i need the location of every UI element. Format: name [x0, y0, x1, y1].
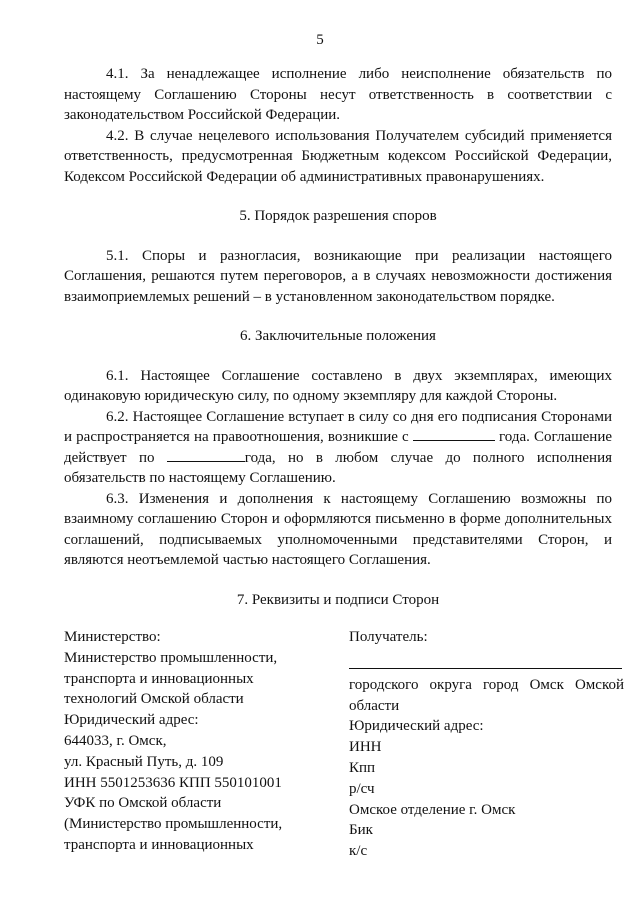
paragraph-6-2-part-a: 6.2. Настоящее Соглашение вступает в силу со дня его подписания Сторонами и распространяется на правоотношения, возникшие с [64, 408, 612, 445]
recipient-inn: ИНН [349, 739, 382, 756]
ministry-ufk-line-2: (Министерство промышленности, [64, 816, 283, 833]
recipient-bik: Бик [349, 822, 373, 839]
ministry-name-line-1: Министерство промышленности, [64, 649, 278, 666]
paragraph-5-1: 5.1. Споры и разногласия, возникающие при реализации настоящего Соглашения, решаются путем переговоров, а в случаях невозможности достижения взаимоприемлемых решений – в установленном законодательством порядке. [64, 247, 612, 305]
recipient-rs: р/сч [349, 780, 375, 797]
ministry-address-line-1: 644033, г. Омск, [64, 732, 167, 749]
paragraph-6-2-part-c: года, но в любом случае до полного исполнения обязательств по настоящему Соглашению. [64, 449, 612, 486]
paragraph-6-2-part-b: года. Соглашение действует по [64, 429, 613, 466]
ministry-ufk: УФК по Омской области [64, 795, 222, 812]
section-7-heading: 7. Реквизиты и подписи Сторон [236, 591, 440, 608]
requisites-columns [64, 627, 624, 862]
paragraph-4-2: 4.2. В случае нецелевого использования Получателем субсидий применяется ответственность, предусмотренная Бюджетным кодексом Российской Федерации, Кодексом Российской Федерации об административных правонарушениях. [64, 127, 612, 185]
document-body [64, 64, 624, 862]
recipient-requisites [349, 627, 624, 862]
section-5-heading: 5. Порядок разрешения споров [239, 208, 437, 224]
recipient-kpp: Кпп [349, 759, 376, 776]
paragraph-6-3: 6.3. Изменения и дополнения к настоящему Соглашению возможны по взаимному соглашению Сторон и оформляются письменно в форме дополнительных соглашений, подписываемых уполномоченными представителями Сторон, и являются неотъемлемой частью настоящего Соглашения. [64, 490, 612, 568]
ministry-address-line-2: ул. Красный Путь, д. 109 [64, 753, 224, 770]
recipient-branch: Омское отделение г. Омск [349, 801, 516, 818]
paragraph-4-1: 4.1. За ненадлежащее исполнение либо неисполнение обязательств по настоящему Соглашению Стороны несут ответственность в соответствии с законодательством Российской Федерации. [64, 66, 612, 123]
recipient-label: Получатель: [349, 629, 428, 645]
recipient-name-blank [349, 648, 622, 669]
ministry-name-line-3: технологий Омской области [64, 691, 244, 708]
section-6-heading: 6. Заключительные положения [240, 328, 436, 344]
ministry-legal-address-label: Юридический адрес: [64, 712, 199, 729]
recipient-legal-address-label: Юридический адрес: [349, 718, 484, 735]
paragraph-6-2 [64, 407, 612, 489]
ministry-ufk-line-3: транспорта и инновационных [64, 836, 254, 853]
paragraph-6-1: 6.1. Настоящее Соглашение составлено в двух экземплярах, имеющих одинаковую юридическую силу, по одному экземпляру для каждой Стороны. [64, 367, 612, 404]
ministry-requisites [64, 627, 343, 862]
recipient-ks: к/с [349, 843, 368, 860]
ministry-inn-kpp: ИНН 5501253636 КПП 550101001 [64, 774, 282, 791]
recipient-city: городского округа город Омск Омской области [349, 676, 624, 714]
date-to-blank [167, 448, 245, 462]
date-from-blank [413, 427, 495, 441]
ministry-name-line-2: транспорта и инновационных [64, 670, 254, 687]
ministry-label: Министерство: [64, 629, 161, 645]
page-number: 5 [316, 32, 324, 48]
